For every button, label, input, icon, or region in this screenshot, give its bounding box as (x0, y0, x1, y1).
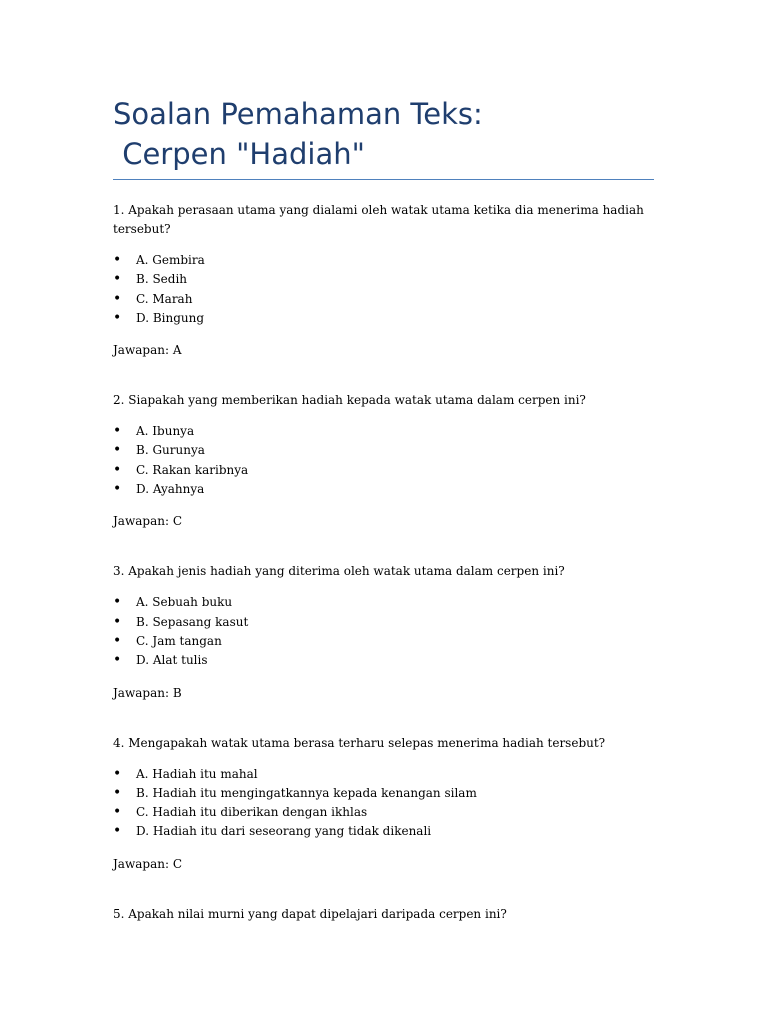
option-item (113, 765, 656, 784)
option-label: D. Bingung (136, 310, 205, 325)
bullet-icon: • (113, 290, 122, 307)
bullet-icon: • (113, 632, 122, 649)
option-item (113, 270, 656, 289)
document-title (113, 94, 656, 174)
option-label: A. Hadiah itu mahal (136, 766, 258, 781)
option-label: C. Rakan karibnya (136, 462, 249, 477)
bullet-icon: • (113, 442, 122, 459)
option-item (113, 441, 656, 460)
option-item (113, 632, 656, 651)
option-label: B. Sepasang kasut (136, 614, 249, 629)
bullet-icon: • (113, 784, 122, 801)
option-item (113, 309, 656, 328)
option-label: B. Gurunya (136, 443, 205, 458)
answer-text: Jawapan: A (113, 343, 182, 358)
question-text: 2. Siapakah yang memberikan hadiah kepada watak utama dalam cerpen ini? (113, 393, 586, 408)
option-label: D. Ayahnya (136, 482, 205, 497)
option-item (113, 593, 656, 612)
option-item (113, 422, 656, 441)
bullet-icon: • (113, 252, 122, 268)
option-label: A. Gembira (136, 253, 205, 267)
option-label: A. Sebuah buku (136, 595, 233, 610)
bullet-icon: • (113, 613, 122, 630)
option-item (113, 651, 656, 670)
answer-text: Jawapan: C (113, 514, 182, 529)
title-divider (113, 179, 654, 180)
option-label: C. Jam tangan (136, 633, 222, 648)
question-text: 3. Apakah jenis hadiah yang diterima oleh watak utama dalam cerpen ini? (113, 564, 565, 579)
question-4 (113, 734, 656, 874)
option-label: B. Hadiah itu mengingatkannya kepada kenangan silam (136, 785, 477, 800)
option-list (113, 422, 656, 499)
option-item (113, 480, 656, 499)
bullet-icon: • (113, 309, 122, 326)
option-item (113, 251, 656, 270)
option-item (113, 461, 656, 480)
bullet-icon: • (113, 481, 122, 498)
title-line-2: Cerpen "Hadiah" (113, 137, 365, 171)
title-line-1: Soalan Pemahaman Teks: (113, 97, 483, 131)
option-list (113, 593, 656, 670)
bullet-icon: • (113, 765, 122, 782)
option-label: C. Hadiah itu diberikan dengan ikhlas (136, 805, 368, 820)
question-2 (113, 391, 656, 531)
option-label: A. Ibunya (136, 424, 195, 439)
bullet-icon: • (113, 823, 122, 840)
option-label: B. Sedih (136, 272, 188, 287)
option-list (113, 251, 656, 328)
option-item (113, 784, 656, 803)
document-page (113, 94, 656, 924)
bullet-icon: • (113, 271, 122, 288)
question-5 (113, 905, 656, 924)
bullet-icon: • (113, 594, 122, 611)
option-list (113, 765, 656, 842)
option-item (113, 613, 656, 632)
question-text: 5. Apakah nilai murni yang dapat dipelajari daripada cerpen ini? (113, 906, 507, 921)
question-1 (113, 201, 656, 360)
answer-text: Jawapan: B (113, 685, 182, 700)
bullet-icon: • (113, 804, 122, 821)
option-item (113, 822, 656, 841)
option-item (113, 803, 656, 822)
bullet-icon: • (113, 461, 122, 478)
option-label: C. Marah (136, 291, 193, 306)
option-label: D. Alat tulis (136, 653, 208, 668)
question-3 (113, 562, 656, 702)
question-text: 1. Apakah perasaan utama yang dialami oleh watak utama ketika dia menerima hadiah tersebut? (113, 203, 644, 236)
option-item (113, 290, 656, 309)
bullet-icon: • (113, 423, 122, 440)
option-label: D. Hadiah itu dari seseorang yang tidak dikenali (136, 824, 432, 839)
bullet-icon: • (113, 652, 122, 669)
question-text: 4. Mengapakah watak utama berasa terharu selepas menerima hadiah tersebut? (113, 735, 606, 750)
answer-text: Jawapan: C (113, 856, 182, 871)
